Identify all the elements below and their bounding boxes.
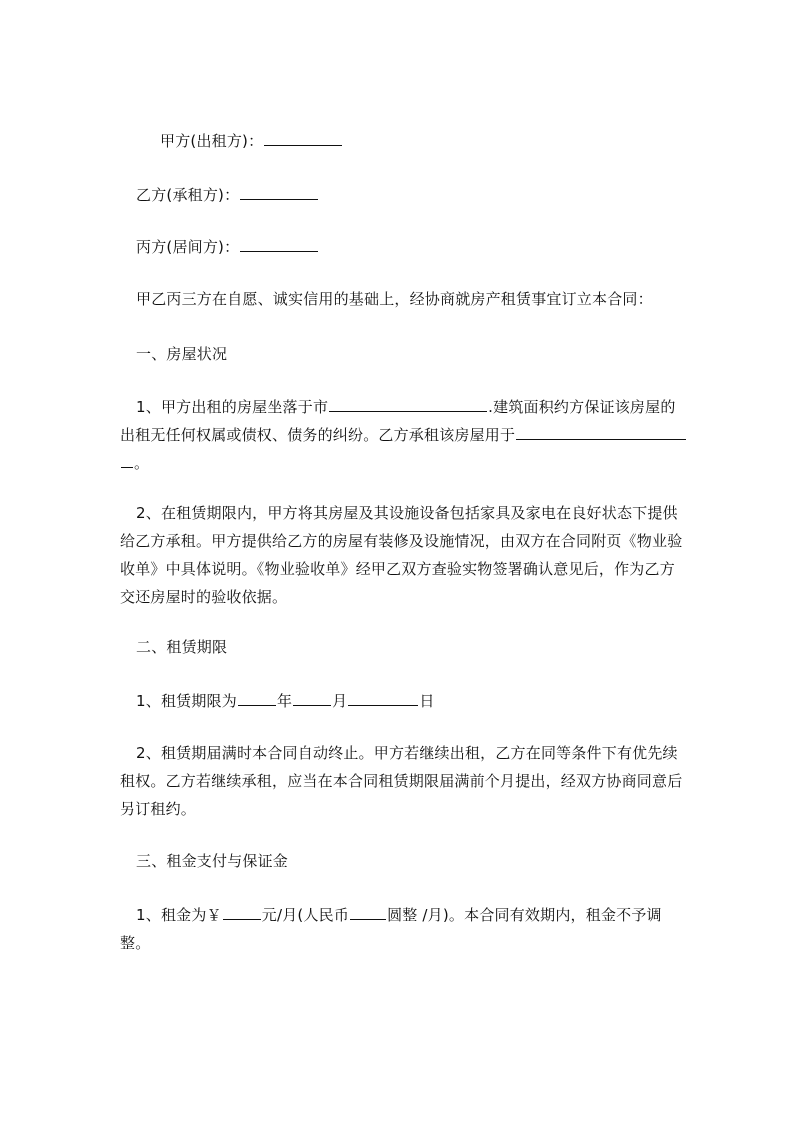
usage-blank-cont	[121, 453, 133, 468]
month-label: 月	[332, 692, 348, 710]
usage-blank	[516, 425, 686, 440]
s1-p2-line1: 2、在租赁期限内，甲方将其房屋及其设施设备包括家具及家电在良好状态下提供	[136, 504, 678, 522]
intro-text: 甲乙丙三方在自愿、诚实信用的基础上，经协商就房产租赁事宜订立本合同：	[136, 290, 653, 308]
rent-amount-blank	[223, 905, 261, 920]
year-label: 年	[276, 692, 293, 710]
s3-p1-line1	[136, 902, 662, 928]
s3-p1-line2: 整。	[120, 934, 151, 952]
s3-p1-text-b: 元/月(人民币	[261, 906, 350, 924]
party-b-blank	[240, 185, 318, 200]
location-blank	[329, 397, 487, 412]
s3-p1-text-a: 1、租金为￥	[136, 906, 222, 924]
s1-p2-line2: 给乙方承租。甲方提供给乙方的房屋有装修及设施情况，由双方在合同附页《物业验	[120, 532, 683, 550]
party-a-label: 甲方(出租方)：	[160, 132, 264, 150]
section3-heading: 三、租金支付与保证金	[136, 852, 289, 870]
s1-p1-line2	[120, 422, 687, 448]
party-c-line	[136, 234, 319, 260]
party-b-line	[136, 182, 319, 208]
section2-heading: 二、租赁期限	[136, 638, 228, 656]
s2-p1-text: 1、租赁期限为	[136, 692, 237, 710]
party-a-line	[160, 128, 343, 154]
rent-rmb-blank	[350, 905, 386, 920]
month-blank	[293, 691, 331, 706]
s2-p2-line2: 租权。乙方若继续承租，应当在本合同租赁期限届满前个月提出，经双方协商同意后	[120, 772, 683, 790]
party-a-blank	[264, 131, 342, 146]
day-label: 日	[419, 692, 435, 710]
s1-p2-line4: 交还房屋时的验收依据。	[120, 588, 288, 606]
s1-p2-line3: 收单》中具体说明。《物业验收单》经甲乙双方查验实物签署确认意见后，作为乙方	[120, 560, 675, 578]
party-c-blank	[240, 237, 318, 252]
party-c-label: 丙方(居间方)：	[136, 238, 240, 256]
s1-p1-text-a: 1、甲方出租的房屋坐落于市	[136, 398, 329, 416]
s2-p1-line	[136, 688, 435, 714]
party-b-label: 乙方(承租方)：	[136, 186, 240, 204]
section1-heading: 一、房屋状况	[136, 345, 228, 363]
s1-p1-line1	[136, 394, 676, 420]
s1-p1-line3	[120, 450, 149, 476]
s3-p1-text-c: 圆整 /月)。本合同有效期内，租金不予调	[387, 906, 662, 924]
year-blank	[238, 691, 276, 706]
s1-p1-text-d: 。	[134, 454, 150, 472]
day-blank	[348, 691, 418, 706]
s1-p1-text-c: 出租无任何权属或债权、债务的纠纷。乙方承租该房屋用于	[120, 426, 516, 444]
s2-p2-line3: 另订租约。	[120, 800, 197, 818]
s1-p1-text-b: .建筑面积约方保证该房屋的	[488, 398, 676, 416]
s2-p2-line1: 2、租赁期届满时本合同自动终止。甲方若继续出租，乙方在同等条件下有优先续	[136, 744, 678, 762]
